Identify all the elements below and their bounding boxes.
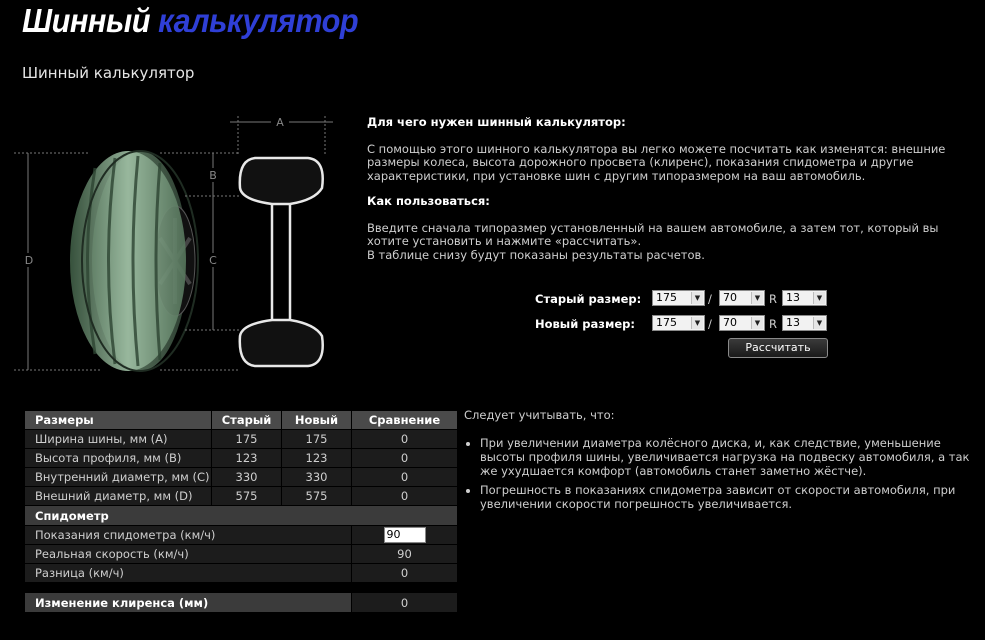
results-table [24,410,458,613]
page-title: Шинный калькулятор [22,64,195,82]
col-header-new: Новый [282,411,351,429]
list-item: • При увеличении диаметра колёсного диска, и, как следствие, уменьшение высоты профиля шины, увеличивается нагрузка на подвеску автомобиля, а так же ухудшается комфорт (автомобиль станет заметно жёстче). [480,436,976,478]
list-item: • Погрешность в показаниях спидометра зависит от скорости автомобиля, при увеличении скорости погрешность увеличивается. [480,483,976,511]
table-header-row [25,411,457,429]
new-width-select[interactable]: 175 ▼ [652,315,705,331]
table-row: Ширина шины, мм (A) 175 175 0 [25,430,457,448]
table-row: Реальная скорость (км/ч) 90 [25,545,457,563]
info-text-results: В таблице снизу будут показаны результаты расчетов. [367,247,705,262]
label-c: C [209,254,217,267]
col-header-diff: Сравнение [352,411,457,429]
info-heading-purpose: Для чего нужен шинный калькулятор: [367,115,626,129]
clearance-row [25,593,457,612]
clearance-label: Изменение клиренса (мм) [25,593,351,612]
chevron-down-icon: ▼ [813,317,825,329]
logo-part-white: Шинный [22,2,159,39]
table-row: Внутренний диаметр, мм (C) 330 330 0 [25,468,457,486]
tire-diagram [10,108,360,393]
chevron-down-icon: ▼ [751,317,763,329]
chevron-down-icon: ▼ [691,317,703,329]
table-row: Высота профиля, мм (B) 123 123 0 [25,449,457,467]
col-header-sizes: Размеры [25,411,211,429]
calculate-button[interactable]: Рассчитать [728,338,828,358]
tire-cross-section [240,158,323,366]
label-a: A [276,116,284,129]
chevron-down-icon: ▼ [751,292,763,304]
speedometer-title: Спидометр [25,506,457,525]
logo-part-blue: калькулятор [158,2,359,39]
old-profile-select[interactable]: 70 ▼ [719,290,765,306]
new-radius-select[interactable]: 13 ▼ [782,315,827,331]
notes-section [464,408,976,516]
table-row: Разница (км/ч) 0 [25,564,457,582]
old-width-select[interactable]: 175 ▼ [652,290,705,306]
label-d: D [24,254,34,267]
table-row: Показания спидометра (км/ч) 90 [25,526,457,544]
site-logo[interactable] [22,2,358,40]
new-size-label: Новый размер: [535,317,635,331]
table-row: Внешний диаметр, мм (D) 575 575 0 [25,487,457,505]
col-header-old: Старый [212,411,281,429]
old-size-label: Старый размер: [535,292,642,306]
info-text-usage: Введите сначала типоразмер установленный на вашем автомобиле, а затем тот, который вы хотите установить и нажмите «рассчитать». [367,220,939,248]
info-heading-usage: Как пользоваться: [367,194,490,208]
label-b: B [209,169,217,182]
chevron-down-icon: ▼ [813,292,825,304]
old-radius-select[interactable]: 13 ▼ [782,290,827,306]
new-profile-select[interactable]: 70 ▼ [719,315,765,331]
notes-list [464,436,976,511]
info-section [367,116,967,262]
chevron-down-icon: ▼ [691,292,703,304]
speedometer-input[interactable]: 90 [384,527,426,543]
speedometer-section-row [25,506,457,525]
info-text-purpose: С помощью этого шинного калькулятора вы легко можете посчитать как изменятся: внешние размеры колеса, высота дорожного просвета (клиренс), показания спидометра и другие характеристики, при установке шин с другим типоразмером на ваш автомобиль. [367,141,946,183]
clearance-value: 0 [352,593,457,612]
notes-title: Следует учитывать, что: [464,408,615,422]
